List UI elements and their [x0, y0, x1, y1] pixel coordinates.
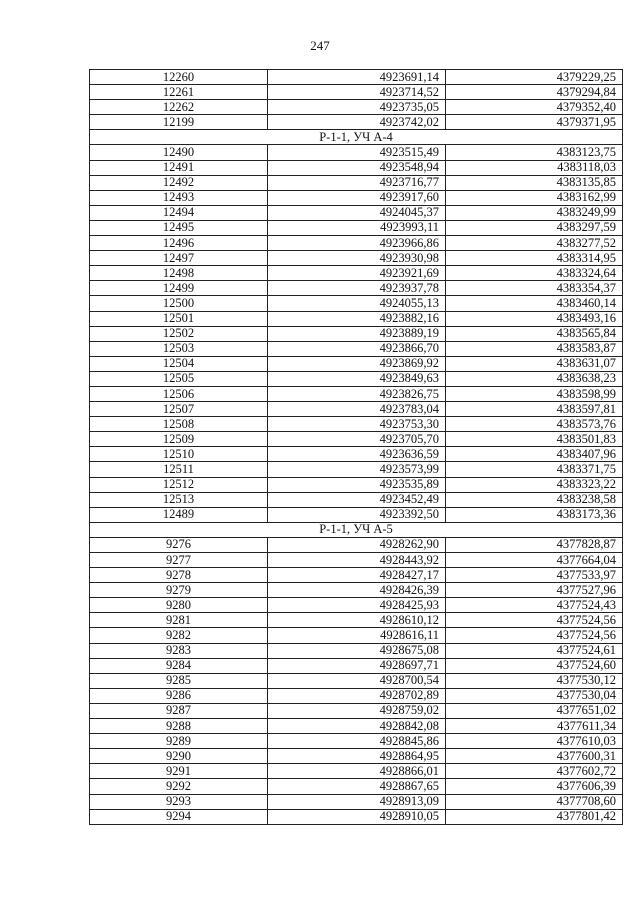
y-coordinate-cell: 4377602,72: [446, 764, 623, 779]
point-id-cell: 9294: [90, 809, 268, 824]
point-id-cell: 9289: [90, 734, 268, 749]
y-coordinate-cell: 4383354,37: [446, 281, 623, 296]
y-coordinate-cell: 4383238,58: [446, 492, 623, 507]
y-coordinate-cell: 4377606,39: [446, 779, 623, 794]
point-id-cell: 12495: [90, 220, 268, 235]
table-row: [90, 628, 623, 643]
x-coordinate-cell: 4928675,08: [268, 643, 446, 658]
point-id-cell: 12509: [90, 432, 268, 447]
point-id-cell: 12261: [90, 85, 268, 100]
x-coordinate-cell: 4923691,14: [268, 70, 446, 85]
point-id-cell: 9290: [90, 749, 268, 764]
point-id-cell: 9276: [90, 537, 268, 552]
y-coordinate-cell: 4383638,23: [446, 371, 623, 386]
y-coordinate-cell: 4383324,64: [446, 266, 623, 281]
y-coordinate-cell: 4377611,34: [446, 719, 623, 734]
table-row: [90, 688, 623, 703]
x-coordinate-cell: 4928913,09: [268, 794, 446, 809]
point-id-cell: 12492: [90, 175, 268, 190]
section-header-row: [90, 522, 623, 537]
table-row: [90, 643, 623, 658]
y-coordinate-cell: 4383631,07: [446, 356, 623, 371]
x-coordinate-cell: 4928845,86: [268, 734, 446, 749]
y-coordinate-cell: 4383597,81: [446, 402, 623, 417]
y-coordinate-cell: 4377524,56: [446, 613, 623, 628]
table-row: [90, 70, 623, 85]
y-coordinate-cell: 4377524,56: [446, 628, 623, 643]
y-coordinate-cell: 4379371,95: [446, 115, 623, 130]
y-coordinate-cell: 4383249,99: [446, 205, 623, 220]
x-coordinate-cell: 4924045,37: [268, 205, 446, 220]
x-coordinate-cell: 4928842,08: [268, 719, 446, 734]
point-id-cell: 12508: [90, 417, 268, 432]
point-id-cell: 12503: [90, 341, 268, 356]
coordinates-table-body: [90, 70, 623, 825]
table-row: [90, 749, 623, 764]
point-id-cell: 12506: [90, 386, 268, 401]
table-row: [90, 85, 623, 100]
x-coordinate-cell: 4923889,19: [268, 326, 446, 341]
table-row: [90, 764, 623, 779]
section-header-row: [90, 130, 623, 145]
point-id-cell: 12262: [90, 100, 268, 115]
y-coordinate-cell: 4383277,52: [446, 236, 623, 251]
x-coordinate-cell: 4923742,02: [268, 115, 446, 130]
table-row: [90, 553, 623, 568]
point-id-cell: 9291: [90, 764, 268, 779]
table-row: [90, 779, 623, 794]
y-coordinate-cell: 4383123,75: [446, 145, 623, 160]
table-row: [90, 447, 623, 462]
point-id-cell: 12497: [90, 251, 268, 266]
y-coordinate-cell: 4383323,22: [446, 477, 623, 492]
table-row: [90, 583, 623, 598]
point-id-cell: 12260: [90, 70, 268, 85]
point-id-cell: 9280: [90, 598, 268, 613]
y-coordinate-cell: 4377801,42: [446, 809, 623, 824]
table-row: [90, 311, 623, 326]
table-row: [90, 598, 623, 613]
table-row: [90, 809, 623, 824]
point-id-cell: 12491: [90, 160, 268, 175]
table-row: [90, 145, 623, 160]
x-coordinate-cell: 4923452,49: [268, 492, 446, 507]
y-coordinate-cell: 4383371,75: [446, 462, 623, 477]
table-row: [90, 703, 623, 718]
y-coordinate-cell: 4377524,61: [446, 643, 623, 658]
table-row: [90, 719, 623, 734]
y-coordinate-cell: 4377708,60: [446, 794, 623, 809]
x-coordinate-cell: 4928864,95: [268, 749, 446, 764]
table-row: [90, 537, 623, 552]
y-coordinate-cell: 4383573,76: [446, 417, 623, 432]
x-coordinate-cell: 4928867,65: [268, 779, 446, 794]
x-coordinate-cell: 4928700,54: [268, 673, 446, 688]
point-id-cell: 9283: [90, 643, 268, 658]
table-row: [90, 190, 623, 205]
y-coordinate-cell: 4379294,84: [446, 85, 623, 100]
x-coordinate-cell: 4928262,90: [268, 537, 446, 552]
y-coordinate-cell: 4383407,96: [446, 447, 623, 462]
point-id-cell: 12493: [90, 190, 268, 205]
table-row: [90, 492, 623, 507]
x-coordinate-cell: 4928443,92: [268, 553, 446, 568]
x-coordinate-cell: 4923753,30: [268, 417, 446, 432]
table-row: [90, 417, 623, 432]
point-id-cell: 12504: [90, 356, 268, 371]
x-coordinate-cell: 4923573,99: [268, 462, 446, 477]
table-row: [90, 477, 623, 492]
table-row: [90, 326, 623, 341]
y-coordinate-cell: 4383297,59: [446, 220, 623, 235]
table-row: [90, 236, 623, 251]
x-coordinate-cell: 4923735,05: [268, 100, 446, 115]
x-coordinate-cell: 4928425,93: [268, 598, 446, 613]
point-id-cell: 12511: [90, 462, 268, 477]
x-coordinate-cell: 4923849,63: [268, 371, 446, 386]
x-coordinate-cell: 4923515,49: [268, 145, 446, 160]
point-id-cell: 9285: [90, 673, 268, 688]
table-row: [90, 175, 623, 190]
y-coordinate-cell: 4383173,36: [446, 507, 623, 522]
table-row: [90, 251, 623, 266]
point-id-cell: 12500: [90, 296, 268, 311]
point-id-cell: 9287: [90, 703, 268, 718]
x-coordinate-cell: 4923866,70: [268, 341, 446, 356]
x-coordinate-cell: 4923966,86: [268, 236, 446, 251]
x-coordinate-cell: 4923882,16: [268, 311, 446, 326]
y-coordinate-cell: 4383460,14: [446, 296, 623, 311]
y-coordinate-cell: 4377524,43: [446, 598, 623, 613]
x-coordinate-cell: 4923993,11: [268, 220, 446, 235]
point-id-cell: 12513: [90, 492, 268, 507]
point-id-cell: 9282: [90, 628, 268, 643]
y-coordinate-cell: 4377530,04: [446, 688, 623, 703]
table-row: [90, 432, 623, 447]
table-row: [90, 371, 623, 386]
point-id-cell: 9281: [90, 613, 268, 628]
y-coordinate-cell: 4379352,40: [446, 100, 623, 115]
table-row: [90, 613, 623, 628]
y-coordinate-cell: 4377527,96: [446, 583, 623, 598]
y-coordinate-cell: 4377610,03: [446, 734, 623, 749]
point-id-cell: 9292: [90, 779, 268, 794]
point-id-cell: 9278: [90, 568, 268, 583]
x-coordinate-cell: 4923917,60: [268, 190, 446, 205]
point-id-cell: 12496: [90, 236, 268, 251]
point-id-cell: 12505: [90, 371, 268, 386]
x-coordinate-cell: 4923716,77: [268, 175, 446, 190]
x-coordinate-cell: 4928866,01: [268, 764, 446, 779]
y-coordinate-cell: 4377664,04: [446, 553, 623, 568]
y-coordinate-cell: 4383493,16: [446, 311, 623, 326]
x-coordinate-cell: 4923535,89: [268, 477, 446, 492]
point-id-cell: 9277: [90, 553, 268, 568]
table-row: [90, 281, 623, 296]
y-coordinate-cell: 4383583,87: [446, 341, 623, 356]
y-coordinate-cell: 4383565,84: [446, 326, 623, 341]
table-row: [90, 115, 623, 130]
x-coordinate-cell: 4928616,11: [268, 628, 446, 643]
y-coordinate-cell: 4383314,95: [446, 251, 623, 266]
x-coordinate-cell: 4923714,52: [268, 85, 446, 100]
point-id-cell: 9279: [90, 583, 268, 598]
table-row: [90, 266, 623, 281]
point-id-cell: 9284: [90, 658, 268, 673]
x-coordinate-cell: 4928610,12: [268, 613, 446, 628]
table-row: [90, 673, 623, 688]
table-row: [90, 356, 623, 371]
point-id-cell: 12199: [90, 115, 268, 130]
point-id-cell: 12510: [90, 447, 268, 462]
y-coordinate-cell: 4377530,12: [446, 673, 623, 688]
point-id-cell: 12501: [90, 311, 268, 326]
x-coordinate-cell: 4928697,71: [268, 658, 446, 673]
table-row: [90, 220, 623, 235]
x-coordinate-cell: 4924055,13: [268, 296, 446, 311]
y-coordinate-cell: 4383162,99: [446, 190, 623, 205]
y-coordinate-cell: 4383598,99: [446, 386, 623, 401]
table-row: [90, 507, 623, 522]
section-label: Р-1-1, УЧ А-4: [90, 130, 623, 145]
x-coordinate-cell: 4928702,89: [268, 688, 446, 703]
y-coordinate-cell: 4377828,87: [446, 537, 623, 552]
table-row: [90, 402, 623, 417]
y-coordinate-cell: 4383501,83: [446, 432, 623, 447]
point-id-cell: 12490: [90, 145, 268, 160]
y-coordinate-cell: 4377533,97: [446, 568, 623, 583]
y-coordinate-cell: 4377524,60: [446, 658, 623, 673]
coordinates-table: [89, 69, 623, 825]
table-row: [90, 296, 623, 311]
table-row: [90, 734, 623, 749]
point-id-cell: 9288: [90, 719, 268, 734]
x-coordinate-cell: 4923705,70: [268, 432, 446, 447]
point-id-cell: 9293: [90, 794, 268, 809]
y-coordinate-cell: 4379229,25: [446, 70, 623, 85]
section-label: Р-1-1, УЧ А-5: [90, 522, 623, 537]
table-row: [90, 658, 623, 673]
table-row: [90, 341, 623, 356]
table-row: [90, 794, 623, 809]
table-row: [90, 160, 623, 175]
point-id-cell: 12512: [90, 477, 268, 492]
x-coordinate-cell: 4923548,94: [268, 160, 446, 175]
table-row: [90, 100, 623, 115]
x-coordinate-cell: 4923937,78: [268, 281, 446, 296]
table-row: [90, 568, 623, 583]
y-coordinate-cell: 4377600,31: [446, 749, 623, 764]
table-row: [90, 386, 623, 401]
x-coordinate-cell: 4923921,69: [268, 266, 446, 281]
x-coordinate-cell: 4923636,59: [268, 447, 446, 462]
y-coordinate-cell: 4377651,02: [446, 703, 623, 718]
y-coordinate-cell: 4383135,85: [446, 175, 623, 190]
table-row: [90, 205, 623, 220]
point-id-cell: 12498: [90, 266, 268, 281]
x-coordinate-cell: 4928426,39: [268, 583, 446, 598]
x-coordinate-cell: 4923783,04: [268, 402, 446, 417]
point-id-cell: 12494: [90, 205, 268, 220]
point-id-cell: 12499: [90, 281, 268, 296]
x-coordinate-cell: 4923826,75: [268, 386, 446, 401]
x-coordinate-cell: 4923392,50: [268, 507, 446, 522]
x-coordinate-cell: 4928759,02: [268, 703, 446, 718]
page-number: 247: [310, 38, 330, 53]
x-coordinate-cell: 4923869,92: [268, 356, 446, 371]
point-id-cell: 12489: [90, 507, 268, 522]
table-row: [90, 462, 623, 477]
x-coordinate-cell: 4928910,05: [268, 809, 446, 824]
x-coordinate-cell: 4928427,17: [268, 568, 446, 583]
point-id-cell: 9286: [90, 688, 268, 703]
y-coordinate-cell: 4383118,03: [446, 160, 623, 175]
point-id-cell: 12502: [90, 326, 268, 341]
point-id-cell: 12507: [90, 402, 268, 417]
x-coordinate-cell: 4923930,98: [268, 251, 446, 266]
